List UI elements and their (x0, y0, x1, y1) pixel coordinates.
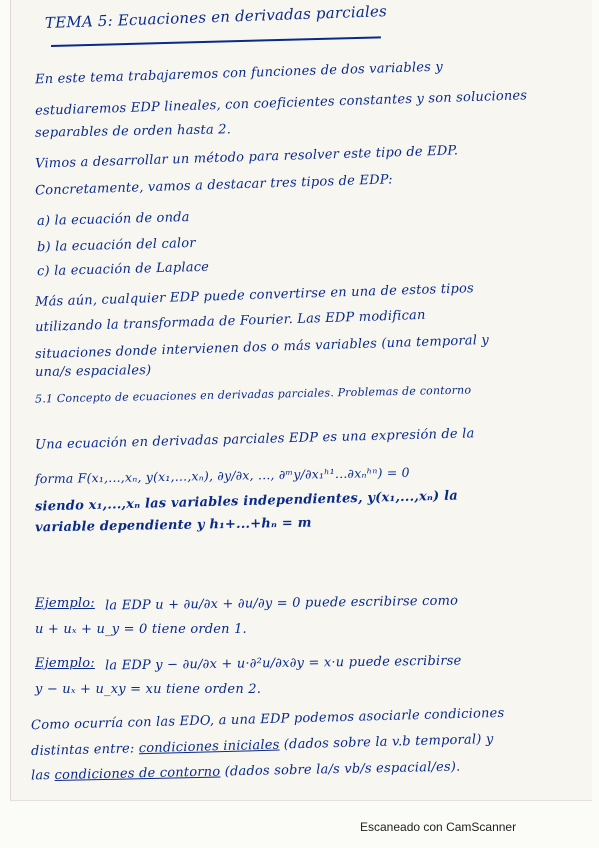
paragraph3-line2-prefix: distintas entre: (30, 741, 140, 760)
example2-text: la EDP y − ∂u/∂x + u·∂²u/∂x∂y = x·u puede escribirse (104, 653, 462, 674)
example1-line2: u + uₓ + u_y = 0 tiene orden 1. (35, 622, 247, 637)
notebook-sheet (10, 0, 592, 801)
paragraph2-line2: utilizando la transformada de Fourier. Las EDP modifican (34, 307, 426, 336)
type-wave-equation: a) la ecuación de onda (36, 210, 190, 229)
paragraph1-line2: estudiaremos EDP lineales, con coeficientes constantes y son soluciones (34, 88, 528, 119)
paragraph1-line4: Vimos a desarrollar un método para resolver este tipo de EDP. (34, 143, 459, 172)
page-title: TEMA 5: Ecuaciones en derivadas parciales (44, 2, 388, 32)
scanner-watermark: Escaneado con CamScanner (360, 820, 517, 834)
paragraph3-line2-suffix: (dados sobre la v.b temporal) y (279, 731, 494, 753)
boundary-conditions-term: condiciones de contorno (54, 764, 221, 784)
paragraph2-line1: Más aún, cualquier EDP puede convertirse en una de estos tipos (34, 281, 475, 310)
paragraph1-line3: separables de orden hasta 2. (34, 122, 232, 141)
type-laplace-equation: c) la ecuación de Laplace (36, 259, 210, 280)
paragraph2-line4: una/s espaciales) (34, 362, 152, 381)
paragraph2-line3: situaciones donde intervienen dos o más variables (una temporal y (34, 332, 490, 363)
example2-line2: y − uₓ + u_xy = xu tiene orden 2. (35, 682, 262, 697)
definition-line3: siendo x₁,...,xₙ las variables independientes, y(x₁,...,xₙ) la (34, 488, 459, 515)
type-heat-equation: b) la ecuación del calor (36, 235, 196, 256)
example2-label: Ejemplo: (35, 656, 95, 671)
paragraph3-line2 (31, 732, 494, 759)
definition-line4: variable dependiente y h₁+...+hₙ = m (34, 515, 312, 536)
paragraph3-line3-suffix: (dados sobre la/s vb/s espacial/es). (220, 759, 461, 780)
paragraph3-line3 (31, 760, 461, 784)
section-heading: 5.1 Concepto de ecuaciones en derivadas parciales. Problemas de contorno (34, 383, 472, 406)
paragraph3-line1: Como ocurría con las EDO, a una EDP podemos asociarle condiciones (30, 705, 505, 734)
paragraph1-line5: Concretamente, vamos a destacar tres tipos de EDP: (34, 172, 394, 199)
definition-formula: forma F(x₁,...,xₙ, y(x₁,...,xₙ), ∂y/∂x, ..., ∂ᵐy/∂x₁ʰ¹...∂xₙʰⁿ) = 0 (34, 464, 410, 487)
example1-text: la EDP u + ∂u/∂x + ∂u/∂y = 0 puede escribirse como (104, 593, 459, 614)
paragraph3-line3-prefix: las (30, 768, 55, 784)
example1-label: Ejemplo: (35, 596, 95, 611)
initial-conditions-term: condiciones iniciales (138, 737, 280, 757)
paragraph1-line1: En este tema trabajaremos con funciones de dos variables y (34, 59, 444, 88)
title-underline (51, 36, 381, 47)
definition-line1: Una ecuación en derivadas parciales EDP es una expresión de la (34, 426, 475, 453)
